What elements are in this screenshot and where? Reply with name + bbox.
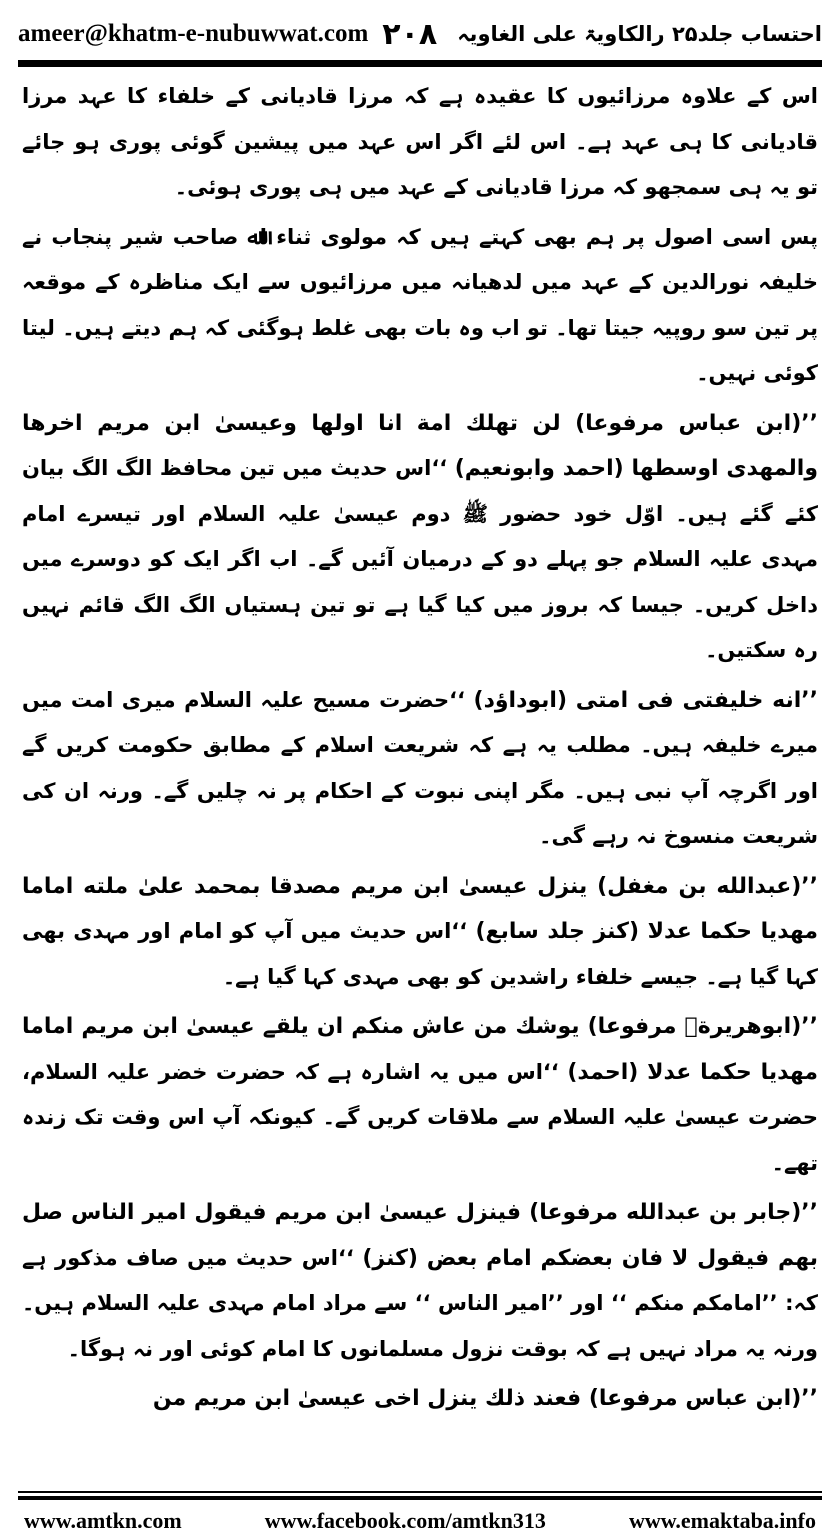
- hadith-6: [22, 1376, 818, 1422]
- hadith-5: [22, 1190, 818, 1372]
- hadith-arabic: ’’انه خليفتى فى امتى (ابوداؤد): [473, 687, 818, 713]
- hadith-commentary: ‘‘اس حدیث میں صاف مذکور ہے کہ: ’’امامكم منكم ‘‘ اور ’’امير الناس ‘‘ سے مراد امام مہدی علیہ السلام ہیں۔ ورنہ یہ مراد نہیں ہے کہ بوقت نزول مسلمانوں کا امام کوئی اور نہ ہوگا۔: [22, 1245, 818, 1361]
- page-footer: [0, 1508, 840, 1534]
- hadith-commentary: ‘‘اس حدیث میں تین محافظ الگ الگ بیان کئے گئے ہیں۔ اوّل خود حضور ﷺ دوم عیسیٰ علیہ السلام اور تیسرے امام مہدی علیہ السلام جو پہلے دو کے درمیان آئیں گے۔ اب اگر ایک کو دوسرے میں داخل کریں۔ جیسا کہ بروز میں کیا گیا ہے تو تین ہستیاں الگ الگ قائم نہیں رہ سکتیں۔: [22, 456, 818, 662]
- paragraph-1: [22, 74, 818, 211]
- footer-site-emaktaba: www.emaktaba.info: [628, 1508, 816, 1533]
- paragraph-text: اس کے علاوہ مرزائیوں کا عقیدہ ہے کہ مرزا قادیانی کے خلفاء کا عہد مرزا قادیانی کا ہی عہد ہے۔ اس لئے اگر اس عہد میں پیشین گوئی پوری ہو جائے تو یہ ہی سمجھو کہ مرزا قادیانی کے عہد میں ہی پوری ہوئی۔: [22, 84, 818, 199]
- hadith-3: [22, 864, 818, 1001]
- hadith-arabic: ’’(عبدالله بن مغفل) ينزل عيسىٰ ابن مريم مصدقا بمحمد علىٰ ملته اماما مهديا حكما عدلا (كنز جلد سابع): [22, 873, 818, 944]
- hadith-arabic: ’’(جابر بن عبدالله مرفوعا) فينزل عيسىٰ ابن مريم فيقول امير الناس صل بهم فيقول لا فان بعضكم امام بعض (كنز): [22, 1200, 818, 1271]
- page-body: [22, 74, 818, 1472]
- footer-rule-thin: [18, 1491, 822, 1493]
- footer-rule-thick: [18, 1496, 822, 1500]
- page-header: [18, 14, 822, 54]
- hadith-commentary: ‘‘اس میں یہ اشارہ ہے کہ حضرت خضر علیہ السلام، حضرت عیسیٰ علیہ السلام سے ملاقات کریں گے۔ کیونکہ آپ اس وقت تک زندہ تھے۔: [22, 1059, 818, 1175]
- footer-rules: [18, 1491, 822, 1500]
- hadith-commentary: ‘‘اس حدیث میں آپ کو امام اور مہدی بھی کہا گیا ہے۔ جیسے خلفاء راشدین کو بھی مہدی کہا گیا ہے۔: [22, 919, 818, 989]
- hadith-arabic: ’’(ابوهريرةؓ مرفوعا) يوشك من عاش منكم ان يلقے عيسىٰ ابن مريم اماما مهديا حكما عدلا (احمد): [22, 1014, 818, 1085]
- hadith-arabic: ’’(ابن عباس مرفوعا) لن تهلك امة انا اولها وعيسىٰ ابن مريم اخرها والمهدى اوسطها (احمد وابونعيم): [22, 410, 818, 481]
- paragraph-2: [22, 215, 818, 397]
- hadith-1: [22, 401, 818, 674]
- footer-site-amtkn: www.amtkn.com: [24, 1508, 182, 1533]
- header-left: [18, 17, 437, 52]
- page-number: ۲۰۸: [382, 16, 438, 52]
- book-title: احتساب جلد۲۵ رالکاویۃ علی الغاویہ: [457, 22, 822, 46]
- hadith-4: [22, 1004, 818, 1186]
- hadith-commentary: ‘‘حضرت مسیح علیہ السلام میری امت میں میرے خلیفہ ہیں۔ مطلب یہ ہے کہ شریعت اسلام کے مطابق حکومت کریں گے اور اگرچہ آپ نبی ہیں۔ مگر اپنی نبوت کے احکام پر نہ چلیں گے۔ ورنہ ان کی شریعت منسوخ نہ رہے گی۔: [22, 687, 818, 848]
- hadith-arabic: ’’(ابن عباس مرفوعا) فعند ذلك ينزل اخى عيسىٰ ابن مريم من: [152, 1386, 818, 1411]
- header-email: ameer@khatm-e-nubuwwat.com: [18, 20, 369, 47]
- hadith-2: [22, 678, 818, 860]
- footer-site-facebook: www.facebook.com/amtkn313: [264, 1508, 546, 1533]
- header-rule: [18, 60, 822, 67]
- paragraph-text: پس اسی اصول پر ہم بھی کہتے ہیں کہ مولوی ثناء اﷲ صاحب شیر پنجاب نے خلیفہ نورالدین کے عہد میں لدھیانہ میں مرزائیوں سے ایک مناظرہ کے موقعہ پر تین سو روپیہ جیتا تھا۔ تو اب وہ بات بھی غلط ہوگئی کہ ہم دیتے ہیں۔ لیتا کوئی نہیں۔: [22, 224, 818, 385]
